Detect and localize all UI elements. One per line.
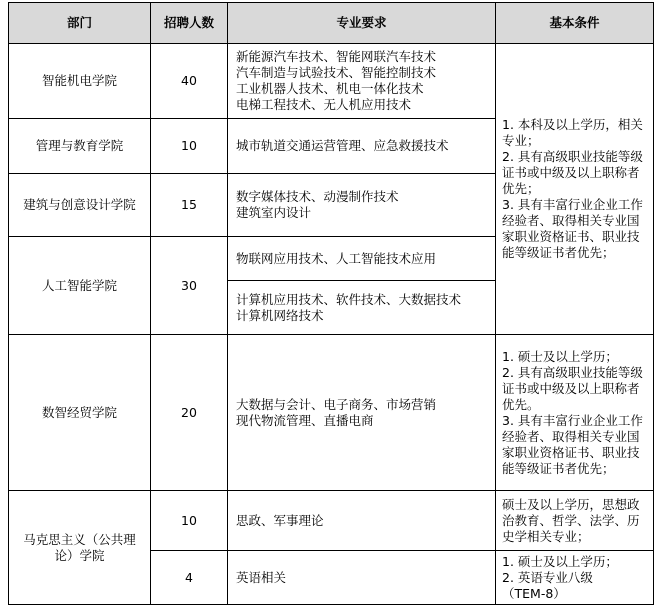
dept-cell [9,491,151,605]
major-cell [228,551,496,605]
major-line: 英语相关 [236,569,287,585]
count-cell: 40 [151,44,228,119]
header-dept: 部门 [9,3,151,44]
major-line: 思政、军事理论 [236,512,324,528]
major-line: 电梯工程技术、无人机应用技术 [236,97,412,112]
major-cell [228,491,496,551]
header-major: 专业要求 [228,3,496,44]
major-line: 汽车制造与试验技术、智能控制技术 [236,65,437,80]
major-line: 新能源汽车技术、智能网联汽车技术 [236,49,437,64]
conditions-text: 1. 本科及以上学历，相关专业； 2. 具有高级职业技能等级证书或中级及以上职称者优先； 3. 具有丰富行业企业工作经验者、取得相关专业国家职业资格证书、职业技能等级证书者优先； [502,117,643,260]
header-conditions: 基本条件 [496,3,654,44]
major-cell [228,174,496,237]
conditions-cell-4 [496,551,654,605]
major-cell [228,119,496,174]
conditions-text: 1. 硕士及以上学历； 2. 英语专业八级 （TEM-8） [502,553,618,601]
major-cell [228,237,496,281]
major-line: 现代物流管理、直播电商 [236,412,374,428]
major-line: 城市轨道交通运营管理、应急救援技术 [236,138,449,153]
major-cell [228,44,496,119]
table-row [9,44,654,119]
major-line: 建筑室内设计 [236,205,312,220]
conditions-cell-1 [496,44,654,335]
major-line: 数字媒体技术、动漫制作技术 [236,189,399,204]
count-cell: 20 [151,335,228,491]
major-line: 计算机网络技术 [236,307,324,323]
count-cell: 10 [151,119,228,174]
dept-cell: 建筑与创意设计学院 [9,174,151,237]
count-cell: 30 [151,237,228,335]
major-line: 工业机器人技术、机电一体化技术 [236,81,424,96]
conditions-cell-2 [496,335,654,491]
header-row [9,3,654,44]
dept-cell: 人工智能学院 [9,237,151,335]
count-cell: 15 [151,174,228,237]
dept-name: 马克思主义（公共理论）学院 [23,531,136,563]
conditions-text: 硕士及以上学历，思想政治教育、哲学、法学、历史学相关专业； [502,496,640,544]
dept-cell: 管理与教育学院 [9,119,151,174]
recruitment-table [8,2,654,605]
conditions-cell-3 [496,491,654,551]
conditions-text: 1. 硕士及以上学历； 2. 具有高级职业技能等级证书或中级及以上职称者优先。 3. 具有丰富行业企业工作经验者、取得相关专业国家职业资格证书、职业技能等级证书者优先； [502,348,643,476]
major-cell [228,281,496,335]
major-cell [228,335,496,491]
major-line: 大数据与会计、电子商务、市场营销 [236,396,437,412]
dept-cell: 数智经贸学院 [9,335,151,491]
major-line: 计算机应用技术、软件技术、大数据技术 [236,291,462,307]
table-row [9,491,654,551]
major-line: 物联网应用技术、人工智能技术应用 [236,250,437,266]
header-count: 招聘人数 [151,3,228,44]
count-cell: 4 [151,551,228,605]
dept-cell: 智能机电学院 [9,44,151,119]
table-row [9,335,654,491]
count-cell: 10 [151,491,228,551]
